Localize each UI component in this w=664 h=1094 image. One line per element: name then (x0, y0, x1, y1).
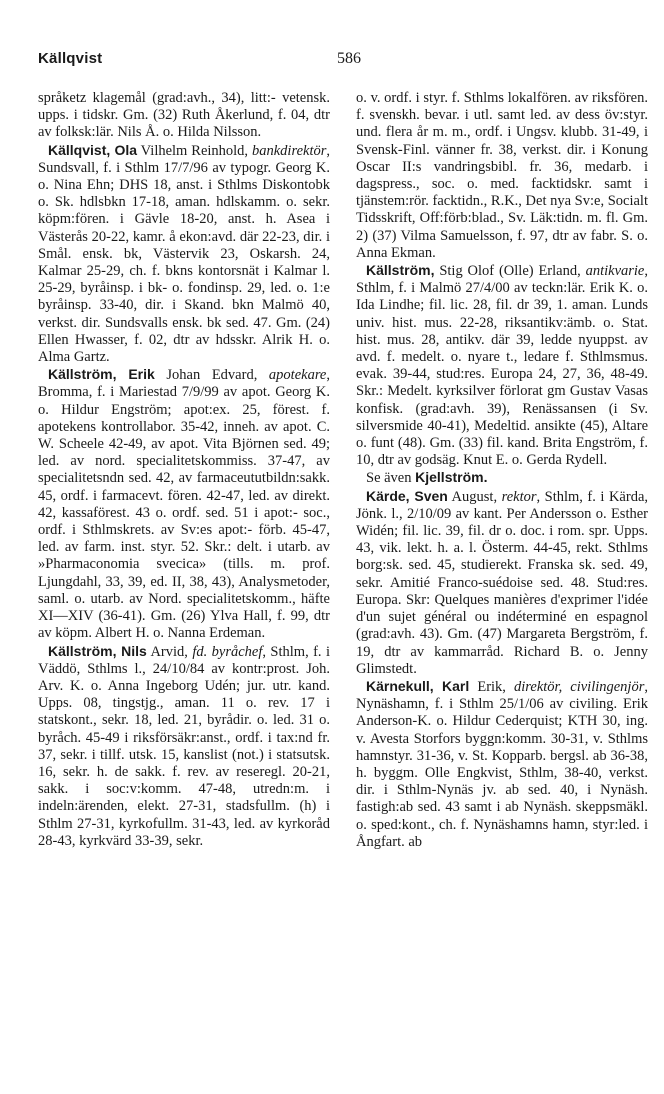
entry-given-names: August, (447, 488, 502, 505)
entry-body: , Sthlm, f. i Kärda, Jönk. l., 2/10/09 av kant. Per Andersson o. Esther Widén; fil. lic. 39, fil. dr o. doc. i rom. spr. Upps. 43, vik. lekt. h. a. l. Österm. 44-45, rekt. Sthlms borg:sk. sed. 45, studierekt. Franska sk. sed. 49, sekr. Amitié Franco-suédoise sed. 48. Stud:res. Europa. Skr: Quelques manières d'exprimer l'idée d'un sujet général ou indéterminé en espagnol (grad:avh. 43). Gm. (47) Margareta Bergström, f. 19, dtr av kammarråd. Richard B. o. Jenny Glimstedt. (356, 488, 649, 677)
entry-name: Källqvist, Ola (48, 141, 138, 158)
entry-given-names: Erik, (469, 678, 514, 695)
entry-body: , Bromma, f. i Mariestad 7/9/99 av apot. Georg K. o. Hildur Engström; apot:ex. 25, förest. f. apotekens kontrollabor. 35-42, inneh. av apot. C. W. Scheele 42-49, av apot. Vita Björnen sed. 49; led. av nord. specialitetskommiss. 37-47, av specialitetsndn sed. 42, av farmaceututbildn:sakk. 45, ordf. i farmacevt. fören. 42-47, led. av direkt. 42, kassaförest. 43 o. ordf. sed. 51 i apot:- soc., ordf. i Sthlmskrets. av Sv:es apot:- förb. 45-47, led. av farm. inst. styr. 52. Skr.: delt. i utarb. av »Pharmaconomia svecica» (tills. m. prof. Ljungdahl, 33, 39, ed. II, 38, 43), Analysmetoder, saml. o. utarb. av Nord. specialitetskomm., häfte XI—XIV (36-41). Gm. (26) Ylva Hall, f. 99, dtr av köpm. Albert H. o. Nanna Erdeman. (38, 367, 330, 642)
entry-occupation: direktör, civilingenjör (514, 678, 645, 695)
entry-occupation: bankdirektör (252, 142, 327, 159)
entry-name: Källström, (366, 262, 435, 279)
entry-occupation: antikvarie (585, 263, 645, 280)
see-also-prefix: Se även (366, 470, 416, 487)
entry-continuation (38, 90, 330, 142)
left-column (38, 90, 330, 850)
entry-kallstrom-nils (38, 643, 330, 850)
running-head: Källqvist (38, 50, 103, 67)
entry-given-names: Vilhelm Reinhold, (137, 142, 252, 159)
page-header (38, 50, 648, 72)
entry-given-names: Arvid, (146, 643, 193, 660)
entry-kallstrom-olle (356, 262, 648, 469)
entry-continuation (356, 90, 648, 262)
page-number: 586 (337, 50, 361, 67)
entry-given-names: Johan Edvard, (154, 367, 269, 384)
entry-name: Källström, Erik (48, 366, 155, 383)
right-column (356, 90, 648, 851)
entry-occupation: fd. byråchef (192, 643, 263, 660)
entry-occupation: rektor (501, 488, 537, 505)
entry-name: Kärde, Sven (366, 487, 448, 504)
entry-occupation: apotekare (268, 367, 327, 384)
entry-name: Kärnekull, Karl (366, 677, 470, 694)
entry-body: , Sthlm, f. i Malmö 27/4/00 av teckn:lär. Erik K. o. Ida Lindhe; fil. lic. 28, fil. dr 39, 1. aman. Lunds univ. hist. mus. 22-28, riksantikv:ämb. o. Stat. hist. mus. 28, antikv. där 39, ledde nyuppst. av avd. f. medelt. o. nyare t., ledare f. Sthlmsmus. evak. 39-44, stud:res. Europa 24, 27, 36, 48-49. Skr.: Medelt. kyrksilver förlorat gm Gustav Vasas konfisk. (grad:avh. 39), Renässansen (i Sv. silversmide 40-41), Medeltid. ansikte (45), Altare o. funt (48). Gm. (33) fil. kand. Brita Engström, f. 10, dtr av godsäg. Knut E. o. Gerda Rydell. (356, 263, 648, 469)
entry-body: språketz klagemål (grad:avh., 34), litt:- vetensk. upps. i tidskr. Gm. (32) Ruth Åkerlund, f. 04, dtr av folksk:lär. Nils Å. o. Hilda Nilsson. (38, 90, 330, 141)
entry-body: , Nynäshamn, f. i Sthlm 25/1/06 av civiling. Erik Anderson-K. o. Hildur Cederquist; KTH 30, ing. v. Avesta Storfors byggn:komm. 30-31, v. Sthlms hamnstyr. 31-36, v. St. Kopparb. bergsl. ab 36-38, h. byggm. Olle Engkvist, Sthlm, 38-40, verkst. dir. i Sthlm-Nynäs jv. ab sed. 40, i Nynäsh. fastigh:ab sed. 43 samt i ab Nynäsh. skeppsmäkl. o. sped:kont., ch. f. Nynäshamns hamn, styr:led. i Ångfart. ab (356, 678, 648, 850)
entry-karnekull-karl (356, 678, 648, 851)
entry-karde-sven (356, 488, 648, 678)
entry-given-names: Stig Olof (Olle) Erland, (434, 263, 586, 280)
see-also-reference (356, 469, 648, 487)
entry-kallqvist-ola (38, 142, 330, 367)
entry-body: , Sthlm, f. i Väddö, Sthlms l., 24/10/84 av kontr:prost. Joh. Arv. K. o. Anna Ingeborg Udén; jur. utr. kand. Upps. 08, tingstjg., aman. 11 o. rev. 17 i statskont., sekr. 18, led. 21, byrådir. o. led. 31 o. byråch. 45-49 i riksförsäkr:anst., ordf. i tax:nd fr. 37, sekr. i tillf. utsk. 15, kanslist (not.) i statsutsk. 16, sekr. h. de sakk. f. rev. av reseregl. 20-21, sakk. i soc:v:komm. 47-48, utredn:m. i indeln:ärenden, elekt. 27-31, stadsfullm. (h) i Sthlm 27-31, kyrkofullm. 31-43, led. av kyrkoråd 28-43, kyrkvärd 33-39, sekr. (38, 643, 331, 849)
entry-name: Källström, Nils (48, 642, 147, 659)
entry-body: , Sundsvall, f. i Sthlm 17/7/96 av typogr. Georg K. o. Nina Ehn; DHS 18, anst. i Sthlms Diskontobk o. Sk. hdlsbkn 17-18, aman. hdlskamm. o. sekr. köpm:fören. i Gävle 18-20, anst. h. Asea i Västerås 20-22, kamr. å ekon:avd. där 22-23, dir. i Smål. ensk. bk, Västervik 23, Oskarsh. 24, Kalmar 25-29, ch. f. bkns kontorsnät i Kalmar l. 25-29, byråinsp. i bk- o. fondinsp. 29, led. o. 1:e byråinsp. 33-40, dir. i Skand. bkn Malmö 40, verkst. dir. Sundsvalls ensk. bk sed. 47. Gm. (24) Ellen Hwasser, f. 02, dtr av hdsskr. Alrik H. o. Alma Gartz. (38, 142, 330, 366)
entry-kallstrom-erik (38, 366, 330, 642)
see-also-name: Kjellström. (415, 469, 488, 486)
entry-body: o. v. ordf. i styr. f. Sthlms lokalfören. av riksfören. f. svenskh. bevar. i utl. samt led. av dess öv:styr. und. flera år m. m., ordf. i Ungsv. klubb. 31-49, i Svensk-Finl. vänner fr. 38, verkst. dir. i Konung Oscar II:s vandringsbibl. fr. 36, medarb. i dagspress., soc. o. med. facktidskr. samt i tjänstem:rör. facktidn., R.K., Det nya Sv:e, Socialt Tidsskrift, Off:förb:blad., Sv. Läk:tidn. m. fl. Gm. 2) (37) Vilma Samuelsson, f. 97, dtr av fabr. S. o. Anna Ekman. (356, 90, 648, 261)
